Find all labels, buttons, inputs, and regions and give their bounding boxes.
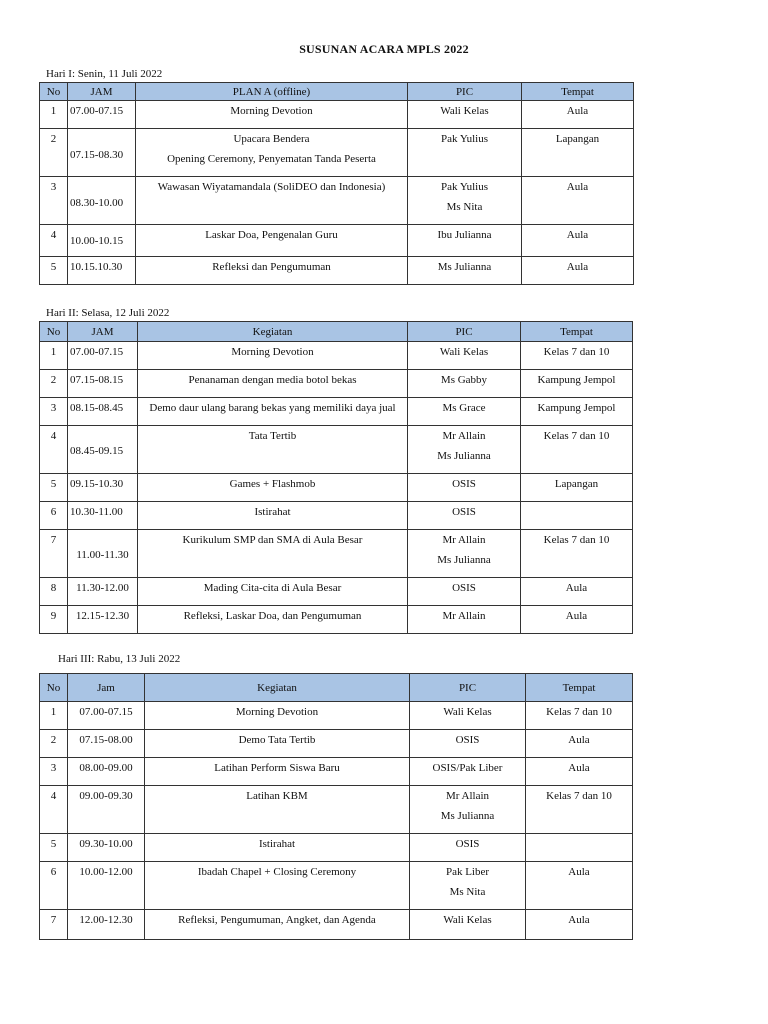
- row-jam: 09.30-10.00: [68, 834, 145, 862]
- table-row: [40, 129, 634, 177]
- pic-line: Mr Allain: [442, 534, 486, 546]
- row-no: 2: [40, 730, 68, 758]
- row-tempat: Aula: [521, 606, 633, 634]
- row-no: 9: [40, 606, 68, 634]
- row-jam: 07.15-08.15: [68, 370, 138, 398]
- row-tempat: Aula: [522, 225, 634, 257]
- header-tempat: Tempat: [521, 322, 633, 342]
- row-tempat: Aula: [522, 257, 634, 285]
- row-pic: [410, 862, 526, 910]
- row-jam: 08.30-10.00: [68, 177, 136, 225]
- schedule-table-day-2: [39, 321, 633, 634]
- row-pic: Ms Grace: [408, 398, 521, 426]
- row-pic: [408, 177, 522, 225]
- row-pic: OSIS: [408, 578, 521, 606]
- row-kegiatan: Ibadah Chapel + Closing Ceremony: [145, 862, 410, 910]
- row-jam: 08.45-09.15: [68, 426, 138, 474]
- kegiatan-line: Upacara Bendera: [233, 133, 310, 145]
- row-pic: [410, 786, 526, 834]
- row-kegiatan: Wawasan Wiyatamandala (SoliDEO dan Indonesia): [136, 177, 408, 225]
- row-tempat: Aula: [526, 730, 633, 758]
- day-3-label: Hari III: Rabu, 13 Juli 2022: [58, 653, 181, 665]
- pic-line: Pak Yulius: [441, 181, 488, 193]
- row-tempat: Kelas 7 dan 10: [521, 426, 633, 474]
- row-jam: 11.30-12.00: [68, 578, 138, 606]
- pic-line: Ms Julianna: [437, 450, 491, 462]
- row-no: 6: [40, 502, 68, 530]
- row-jam: 09.00-09.30: [68, 786, 145, 834]
- row-pic: Mr Allain: [408, 606, 521, 634]
- header-kegiatan: PLAN A (offline): [136, 83, 408, 101]
- row-kegiatan: Refleksi, Pengumuman, Angket, dan Agenda: [145, 910, 410, 940]
- header-no: No: [40, 674, 68, 702]
- schedule-table-day-3: [39, 673, 633, 940]
- row-pic: Wali Kelas: [408, 101, 522, 129]
- row-jam: 12.00-12.30: [68, 910, 145, 940]
- row-pic: OSIS: [408, 474, 521, 502]
- row-pic: Wali Kelas: [408, 342, 521, 370]
- header-pic: PIC: [408, 83, 522, 101]
- header-jam: Jam: [68, 674, 145, 702]
- row-pic: Ms Julianna: [408, 257, 522, 285]
- header-pic: PIC: [410, 674, 526, 702]
- row-pic: Wali Kelas: [410, 702, 526, 730]
- row-no: 5: [40, 257, 68, 285]
- row-tempat: Aula: [526, 910, 633, 940]
- row-kegiatan: Istirahat: [138, 502, 408, 530]
- row-kegiatan: Demo daur ulang barang bekas yang memiliki daya jual: [138, 398, 408, 426]
- table-row: [40, 426, 633, 474]
- row-jam: 10.15.10.30: [68, 257, 136, 285]
- header-no: No: [40, 83, 68, 101]
- row-kegiatan: Laskar Doa, Pengenalan Guru: [136, 225, 408, 257]
- pic-line: Ms Julianna: [437, 554, 491, 566]
- table-row: [40, 502, 633, 530]
- table-row: [40, 834, 633, 862]
- table-row: [40, 370, 633, 398]
- row-jam: 08.15-08.45: [68, 398, 138, 426]
- row-kegiatan: Morning Devotion: [145, 702, 410, 730]
- table-row: [40, 862, 633, 910]
- row-pic: OSIS/Pak Liber: [410, 758, 526, 786]
- row-no: 4: [40, 786, 68, 834]
- header-kegiatan: Kegiatan: [138, 322, 408, 342]
- row-pic: [408, 530, 521, 578]
- row-tempat: Lapangan: [522, 129, 634, 177]
- table-row: [40, 910, 633, 940]
- row-kegiatan: Games + Flashmob: [138, 474, 408, 502]
- row-jam: 07.15-08.00: [68, 730, 145, 758]
- header-jam: JAM: [68, 322, 138, 342]
- day-2-label: Hari II: Selasa, 12 Juli 2022: [46, 307, 170, 319]
- row-tempat: Aula: [526, 758, 633, 786]
- row-tempat: Aula: [521, 578, 633, 606]
- pic-line: Pak Liber: [445, 866, 490, 878]
- row-no: 4: [40, 426, 68, 474]
- row-kegiatan: Refleksi, Laskar Doa, dan Pengumuman: [138, 606, 408, 634]
- row-jam: 08.00-09.00: [68, 758, 145, 786]
- row-no: 3: [40, 177, 68, 225]
- row-kegiatan: Kurikulum SMP dan SMA di Aula Besar: [138, 530, 408, 578]
- header-jam: JAM: [68, 83, 136, 101]
- header-pic: PIC: [408, 322, 521, 342]
- header-tempat: Tempat: [522, 83, 634, 101]
- row-no: 1: [40, 702, 68, 730]
- row-tempat: Kampung Jempol: [521, 398, 633, 426]
- row-tempat: Kampung Jempol: [521, 370, 633, 398]
- table-row: [40, 225, 634, 257]
- table-row: [40, 530, 633, 578]
- row-kegiatan: Penanaman dengan media botol bekas: [138, 370, 408, 398]
- row-tempat: Kelas 7 dan 10: [526, 702, 633, 730]
- row-pic: OSIS: [408, 502, 521, 530]
- row-pic: Wali Kelas: [410, 910, 526, 940]
- row-jam: 10.00-10.15: [68, 225, 136, 257]
- kegiatan-line: Opening Ceremony, Penyematan Tanda Peserta: [167, 153, 376, 165]
- table-row: [40, 474, 633, 502]
- header-kegiatan: Kegiatan: [145, 674, 410, 702]
- table-row: [40, 257, 634, 285]
- table-row: [40, 398, 633, 426]
- row-tempat: [526, 834, 633, 862]
- row-jam: 07.00-07.15: [68, 342, 138, 370]
- row-jam: 09.15-10.30: [68, 474, 138, 502]
- table-row: [40, 101, 634, 129]
- row-no: 3: [40, 758, 68, 786]
- table-row: [40, 606, 633, 634]
- row-kegiatan: Refleksi dan Pengumuman: [136, 257, 408, 285]
- day-1-label: Hari I: Senin, 11 Juli 2022: [46, 68, 163, 80]
- row-jam: 07.00-07.15: [68, 101, 136, 129]
- row-tempat: Kelas 7 dan 10: [521, 342, 633, 370]
- row-no: 1: [40, 342, 68, 370]
- row-tempat: Lapangan: [521, 474, 633, 502]
- row-tempat: Kelas 7 dan 10: [526, 786, 633, 834]
- table-row: [40, 730, 633, 758]
- row-kegiatan: Tata Tertib: [138, 426, 408, 474]
- row-kegiatan: Morning Devotion: [138, 342, 408, 370]
- table-row: [40, 702, 633, 730]
- row-pic: Ibu Julianna: [408, 225, 522, 257]
- pic-line: Ms Julianna: [440, 810, 495, 822]
- row-pic: [408, 426, 521, 474]
- row-kegiatan: Latihan KBM: [145, 786, 410, 834]
- row-jam: 10.00-12.00: [68, 862, 145, 910]
- row-kegiatan: [136, 129, 408, 177]
- table-row: [40, 342, 633, 370]
- document-title: SUSUNAN ACARA MPLS 2022: [299, 42, 469, 56]
- pic-line: Ms Nita: [446, 201, 483, 213]
- row-pic: Pak Yulius: [408, 129, 522, 177]
- row-pic: Ms Gabby: [408, 370, 521, 398]
- table-row: [40, 578, 633, 606]
- row-kegiatan: Demo Tata Tertib: [145, 730, 410, 758]
- row-no: 8: [40, 578, 68, 606]
- header-no: No: [40, 322, 68, 342]
- row-no: 7: [40, 910, 68, 940]
- pic-line: Ms Nita: [449, 886, 486, 898]
- row-no: 2: [40, 370, 68, 398]
- table-row: [40, 177, 634, 225]
- schedule-table-day-1: [39, 82, 634, 285]
- pic-line: Mr Allain: [445, 790, 490, 802]
- row-no: 4: [40, 225, 68, 257]
- row-tempat: Aula: [522, 177, 634, 225]
- row-jam: 11.00-11.30: [68, 530, 138, 578]
- row-tempat: [521, 502, 633, 530]
- row-jam: 07.00-07.15: [68, 702, 145, 730]
- row-kegiatan: Latihan Perform Siswa Baru: [145, 758, 410, 786]
- table-row: [40, 786, 633, 834]
- header-tempat: Tempat: [526, 674, 633, 702]
- row-jam: 07.15-08.30: [68, 129, 136, 177]
- row-no: 3: [40, 398, 68, 426]
- row-tempat: Aula: [522, 101, 634, 129]
- row-no: 5: [40, 474, 68, 502]
- row-pic: OSIS: [410, 730, 526, 758]
- row-jam: 12.15-12.30: [68, 606, 138, 634]
- row-no: 7: [40, 530, 68, 578]
- row-no: 5: [40, 834, 68, 862]
- row-tempat: Kelas 7 dan 10: [521, 530, 633, 578]
- pic-line: Mr Allain: [442, 430, 486, 442]
- row-no: 1: [40, 101, 68, 129]
- row-kegiatan: Istirahat: [145, 834, 410, 862]
- row-no: 2: [40, 129, 68, 177]
- row-kegiatan: Morning Devotion: [136, 101, 408, 129]
- table-row: [40, 758, 633, 786]
- row-no: 6: [40, 862, 68, 910]
- row-kegiatan: Mading Cita-cita di Aula Besar: [138, 578, 408, 606]
- row-jam: 10.30-11.00: [68, 502, 138, 530]
- row-tempat: Aula: [526, 862, 633, 910]
- row-pic: OSIS: [410, 834, 526, 862]
